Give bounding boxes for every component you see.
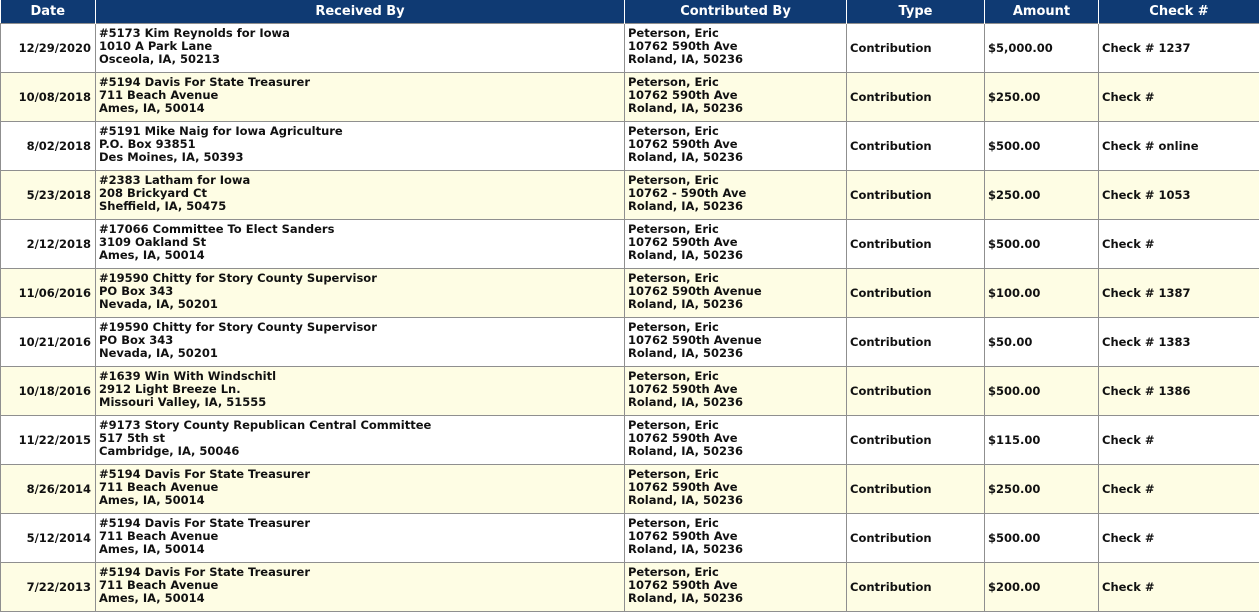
date-cell: 11/22/2015 — [1, 416, 96, 465]
check-cell: Check # — [1099, 73, 1259, 122]
received-by-cell-line: Cambridge, IA, 50046 — [99, 445, 621, 458]
received-by-cell — [96, 367, 625, 416]
received-by-cell-line: #5194 Davis For State Treasurer — [99, 76, 621, 89]
contributed-by-cell-line: Roland, IA, 50236 — [628, 494, 843, 507]
received-by-cell-line: 517 5th st — [99, 432, 621, 445]
table-row — [1, 416, 1259, 465]
check-cell: Check # 1386 — [1099, 367, 1259, 416]
contributed-by-cell — [625, 563, 847, 612]
received-by-cell-line: #5194 Davis For State Treasurer — [99, 566, 621, 579]
contributed-by-cell-line: 10762 590th Ave — [628, 383, 843, 396]
received-by-cell-line: 208 Brickyard Ct — [99, 187, 621, 200]
received-by-cell-line: Ames, IA, 50014 — [99, 543, 621, 556]
contributed-by-cell-line: Peterson, Eric — [628, 468, 843, 481]
received-by-cell-line: 711 Beach Avenue — [99, 530, 621, 543]
received-by-cell-line: Ames, IA, 50014 — [99, 102, 621, 115]
table-row — [1, 73, 1259, 122]
check-cell: Check # — [1099, 563, 1259, 612]
type-cell: Contribution — [847, 416, 985, 465]
received-by-cell-line: #19590 Chitty for Story County Supervisor — [99, 321, 621, 334]
amount-cell: $250.00 — [985, 73, 1099, 122]
type-cell: Contribution — [847, 318, 985, 367]
received-by-cell-line: 711 Beach Avenue — [99, 579, 621, 592]
check-cell: Check # 1053 — [1099, 171, 1259, 220]
received-by-cell-line: Ames, IA, 50014 — [99, 249, 621, 262]
received-by-cell-line: Ames, IA, 50014 — [99, 494, 621, 507]
contributed-by-cell-line: Roland, IA, 50236 — [628, 543, 843, 556]
received-by-cell — [96, 24, 625, 73]
received-by-cell-line: Des Moines, IA, 50393 — [99, 151, 621, 164]
check-cell: Check # 1237 — [1099, 24, 1259, 73]
contributed-by-cell-line: 10762 590th Ave — [628, 236, 843, 249]
contributed-by-cell-line: Peterson, Eric — [628, 272, 843, 285]
check-cell: Check # — [1099, 514, 1259, 563]
type-cell: Contribution — [847, 514, 985, 563]
received-by-cell — [96, 563, 625, 612]
amount-cell: $500.00 — [985, 220, 1099, 269]
table-row — [1, 122, 1259, 171]
date-cell: 11/06/2016 — [1, 269, 96, 318]
amount-cell: $250.00 — [985, 171, 1099, 220]
contributed-by-cell-line: Peterson, Eric — [628, 321, 843, 334]
check-cell: Check # 1387 — [1099, 269, 1259, 318]
received-by-cell-line: 2912 Light Breeze Ln. — [99, 383, 621, 396]
contributed-by-cell-line: Peterson, Eric — [628, 370, 843, 383]
date-cell: 7/22/2013 — [1, 563, 96, 612]
type-cell: Contribution — [847, 563, 985, 612]
contributed-by-cell-line: 10762 590th Avenue — [628, 334, 843, 347]
contributed-by-cell — [625, 171, 847, 220]
contributed-by-cell-line: Roland, IA, 50236 — [628, 347, 843, 360]
date-cell: 10/18/2016 — [1, 367, 96, 416]
received-by-cell-line: #1639 Win With Windschitl — [99, 370, 621, 383]
amount-cell: $100.00 — [985, 269, 1099, 318]
table-row — [1, 269, 1259, 318]
contributed-by-cell — [625, 318, 847, 367]
contributed-by-cell-line: Peterson, Eric — [628, 27, 843, 40]
table-row — [1, 318, 1259, 367]
table-row — [1, 465, 1259, 514]
date-cell: 5/12/2014 — [1, 514, 96, 563]
type-cell: Contribution — [847, 171, 985, 220]
received-by-cell-line: #9173 Story County Republican Central Committee — [99, 419, 621, 432]
contributed-by-cell-line: Peterson, Eric — [628, 223, 843, 236]
table-row — [1, 367, 1259, 416]
contributed-by-cell-line: Roland, IA, 50236 — [628, 298, 843, 311]
contributed-by-cell-line: Peterson, Eric — [628, 76, 843, 89]
received-by-cell — [96, 122, 625, 171]
contributed-by-cell — [625, 416, 847, 465]
contributed-by-cell — [625, 220, 847, 269]
contributed-by-cell-line: 10762 590th Ave — [628, 432, 843, 445]
date-cell: 12/29/2020 — [1, 24, 96, 73]
received-by-cell — [96, 220, 625, 269]
received-by-cell-line: #17066 Committee To Elect Sanders — [99, 223, 621, 236]
received-by-cell-line: Sheffield, IA, 50475 — [99, 200, 621, 213]
table-row — [1, 171, 1259, 220]
check-cell: Check # — [1099, 220, 1259, 269]
received-by-cell-line: 3109 Oakland St — [99, 236, 621, 249]
received-by-cell-line: #5191 Mike Naig for Iowa Agriculture — [99, 125, 621, 138]
type-cell: Contribution — [847, 269, 985, 318]
contributed-by-cell-line: 10762 590th Ave — [628, 530, 843, 543]
received-by-cell — [96, 269, 625, 318]
date-cell: 2/12/2018 — [1, 220, 96, 269]
date-cell: 8/26/2014 — [1, 465, 96, 514]
received-by-cell-line: Ames, IA, 50014 — [99, 592, 621, 605]
received-by-cell-line: #5194 Davis For State Treasurer — [99, 517, 621, 530]
type-cell: Contribution — [847, 220, 985, 269]
type-cell: Contribution — [847, 73, 985, 122]
table-row — [1, 24, 1259, 73]
amount-cell: $115.00 — [985, 416, 1099, 465]
contributed-by-cell — [625, 73, 847, 122]
received-by-cell-line: PO Box 343 — [99, 285, 621, 298]
contributed-by-cell — [625, 514, 847, 563]
check-cell: Check # 1383 — [1099, 318, 1259, 367]
contributed-by-cell-line: 10762 590th Ave — [628, 481, 843, 494]
contributed-by-cell-line: Peterson, Eric — [628, 517, 843, 530]
received-by-cell — [96, 514, 625, 563]
date-cell: 10/08/2018 — [1, 73, 96, 122]
column-header-check[interactable]: Check # — [1099, 0, 1259, 24]
contributed-by-cell-line: 10762 590th Ave — [628, 579, 843, 592]
contributed-by-cell-line: 10762 590th Ave — [628, 40, 843, 53]
column-header-date[interactable]: Date — [1, 0, 96, 24]
type-cell: Contribution — [847, 367, 985, 416]
received-by-cell — [96, 416, 625, 465]
amount-cell: $500.00 — [985, 367, 1099, 416]
date-cell: 5/23/2018 — [1, 171, 96, 220]
amount-cell: $200.00 — [985, 563, 1099, 612]
received-by-cell-line: Missouri Valley, IA, 51555 — [99, 396, 621, 409]
amount-cell: $500.00 — [985, 122, 1099, 171]
column-header-received-by[interactable]: Received By — [96, 0, 625, 24]
check-cell: Check # — [1099, 416, 1259, 465]
contributed-by-cell-line: Roland, IA, 50236 — [628, 53, 843, 66]
contributed-by-cell-line: 10762 590th Ave — [628, 89, 843, 102]
check-cell: Check # — [1099, 465, 1259, 514]
amount-cell: $250.00 — [985, 465, 1099, 514]
received-by-cell-line: #19590 Chitty for Story County Supervisor — [99, 272, 621, 285]
received-by-cell-line: #2383 Latham for Iowa — [99, 174, 621, 187]
contributed-by-cell — [625, 24, 847, 73]
contributed-by-cell-line: Roland, IA, 50236 — [628, 445, 843, 458]
table-header-row — [1, 0, 1259, 24]
contributed-by-cell-line: Peterson, Eric — [628, 125, 843, 138]
received-by-cell-line: #5194 Davis For State Treasurer — [99, 468, 621, 481]
amount-cell: $5,000.00 — [985, 24, 1099, 73]
received-by-cell — [96, 171, 625, 220]
received-by-cell-line: Osceola, IA, 50213 — [99, 53, 621, 66]
amount-cell: $500.00 — [985, 514, 1099, 563]
received-by-cell-line: #5173 Kim Reynolds for Iowa — [99, 27, 621, 40]
contributed-by-cell-line: Peterson, Eric — [628, 174, 843, 187]
contributed-by-cell-line: Peterson, Eric — [628, 419, 843, 432]
received-by-cell-line: P.O. Box 93851 — [99, 138, 621, 151]
column-header-amount[interactable]: Amount — [985, 0, 1099, 24]
contributed-by-cell-line: Roland, IA, 50236 — [628, 102, 843, 115]
table-row — [1, 563, 1259, 612]
amount-cell: $50.00 — [985, 318, 1099, 367]
type-cell: Contribution — [847, 122, 985, 171]
contributed-by-cell-line: 10762 590th Ave — [628, 138, 843, 151]
contributed-by-cell-line: 10762 - 590th Ave — [628, 187, 843, 200]
type-cell: Contribution — [847, 24, 985, 73]
table-row — [1, 514, 1259, 563]
received-by-cell-line: 711 Beach Avenue — [99, 89, 621, 102]
contributed-by-cell-line: 10762 590th Avenue — [628, 285, 843, 298]
received-by-cell-line: Nevada, IA, 50201 — [99, 298, 621, 311]
received-by-cell-line: Nevada, IA, 50201 — [99, 347, 621, 360]
column-header-contributed-by[interactable]: Contributed By — [625, 0, 847, 24]
contributed-by-cell-line: Roland, IA, 50236 — [628, 249, 843, 262]
contributed-by-cell-line: Peterson, Eric — [628, 566, 843, 579]
table-row — [1, 220, 1259, 269]
contributed-by-cell-line: Roland, IA, 50236 — [628, 151, 843, 164]
contributed-by-cell — [625, 367, 847, 416]
type-cell: Contribution — [847, 465, 985, 514]
contributed-by-cell-line: Roland, IA, 50236 — [628, 396, 843, 409]
received-by-cell — [96, 73, 625, 122]
contributed-by-cell-line: Roland, IA, 50236 — [628, 200, 843, 213]
received-by-cell-line: 711 Beach Avenue — [99, 481, 621, 494]
contributed-by-cell — [625, 465, 847, 514]
contributed-by-cell — [625, 122, 847, 171]
contributed-by-cell — [625, 269, 847, 318]
received-by-cell — [96, 318, 625, 367]
check-cell: Check # online — [1099, 122, 1259, 171]
date-cell: 10/21/2016 — [1, 318, 96, 367]
contributed-by-cell-line: Roland, IA, 50236 — [628, 592, 843, 605]
date-cell: 8/02/2018 — [1, 122, 96, 171]
received-by-cell-line: 1010 A Park Lane — [99, 40, 621, 53]
received-by-cell-line: PO Box 343 — [99, 334, 621, 347]
received-by-cell — [96, 465, 625, 514]
column-header-type[interactable]: Type — [847, 0, 985, 24]
